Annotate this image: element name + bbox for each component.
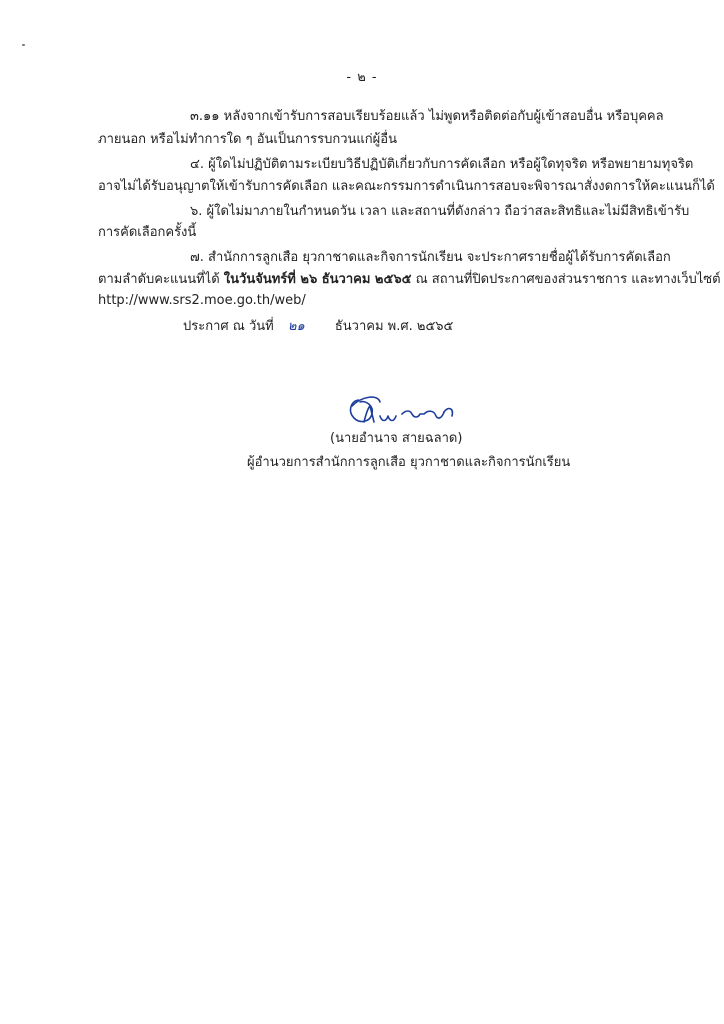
- item-6-line-1: ๖. ผู้ใดไม่มาภายในกำหนดวัน เวลา และสถานที่ดังกล่าว ถือว่าสละสิทธิและไม่มีสิทธิเข้ารับ: [190, 204, 690, 219]
- item-7-line-2-text: ตามลำดับคะแนนที่ได้: [98, 272, 224, 287]
- item-7-line-1: ๗. สำนักการลูกเสือ ยุวกาชาดและกิจการนักเรียน จะประกาศรายชื่อผู้ได้รับการคัดเลือก: [190, 250, 671, 265]
- signer-title: ผู้อำนวยการสำนักการลูกเสือ ยุวกาชาดและกิจการนักเรียน: [247, 455, 571, 470]
- item-6-line-2: การคัดเลือกครั้งนี้: [98, 225, 197, 240]
- item-4-line-2: อาจไม่ได้รับอนุญาตให้เข้ารับการคัดเลือก และคณะกรรมการดำเนินการสอบจะพิจารณาสั่งงดการให้คะแนนก็ได้: [98, 179, 715, 194]
- announcement-month-year: ธันวาคม พ.ศ. ๒๕๖๕: [334, 319, 454, 334]
- item-7-line-2-text-after: ณ สถานที่ปิดประกาศของส่วนราชการ และทางเว็บไซต์: [411, 272, 721, 287]
- announcement-prefix: ประกาศ ณ วันที่: [183, 319, 274, 334]
- website-url: http://www.srs2.moe.go.th/web/: [98, 293, 306, 308]
- item-7-line-2: [98, 271, 721, 289]
- announcement-date-line: [183, 318, 453, 336]
- item-3-11-line-1: ๓.๑๑ หลังจากเข้ารับการสอบเรียบร้อยแล้ว ไม่พูดหรือติดต่อกับผู้เข้าสอบอื่น หรือบุคคล: [190, 109, 664, 124]
- page-number: - ๒ -: [346, 70, 378, 85]
- item-4-line-1: ๔. ผู้ใดไม่ปฏิบัติตามระเบียบวิธีปฏิบัติเกี่ยวกับการคัดเลือก หรือผู้ใดทุจริต หรือพยายามทุจริต: [190, 157, 694, 172]
- signer-name: (นายอำนาจ สายฉลาด): [330, 431, 463, 446]
- handwritten-signature: [344, 392, 460, 432]
- scan-speck: [22, 44, 25, 46]
- item-3-11-line-2: ภายนอก หรือไม่ทำการใด ๆ อันเป็นการรบกวนแก่ผู้อื่น: [98, 132, 397, 147]
- announcement-date-bold: ในวันจันทร์ที่ ๒๖ ธันวาคม ๒๕๖๕: [223, 272, 412, 287]
- handwritten-day: ๒๑: [287, 319, 305, 334]
